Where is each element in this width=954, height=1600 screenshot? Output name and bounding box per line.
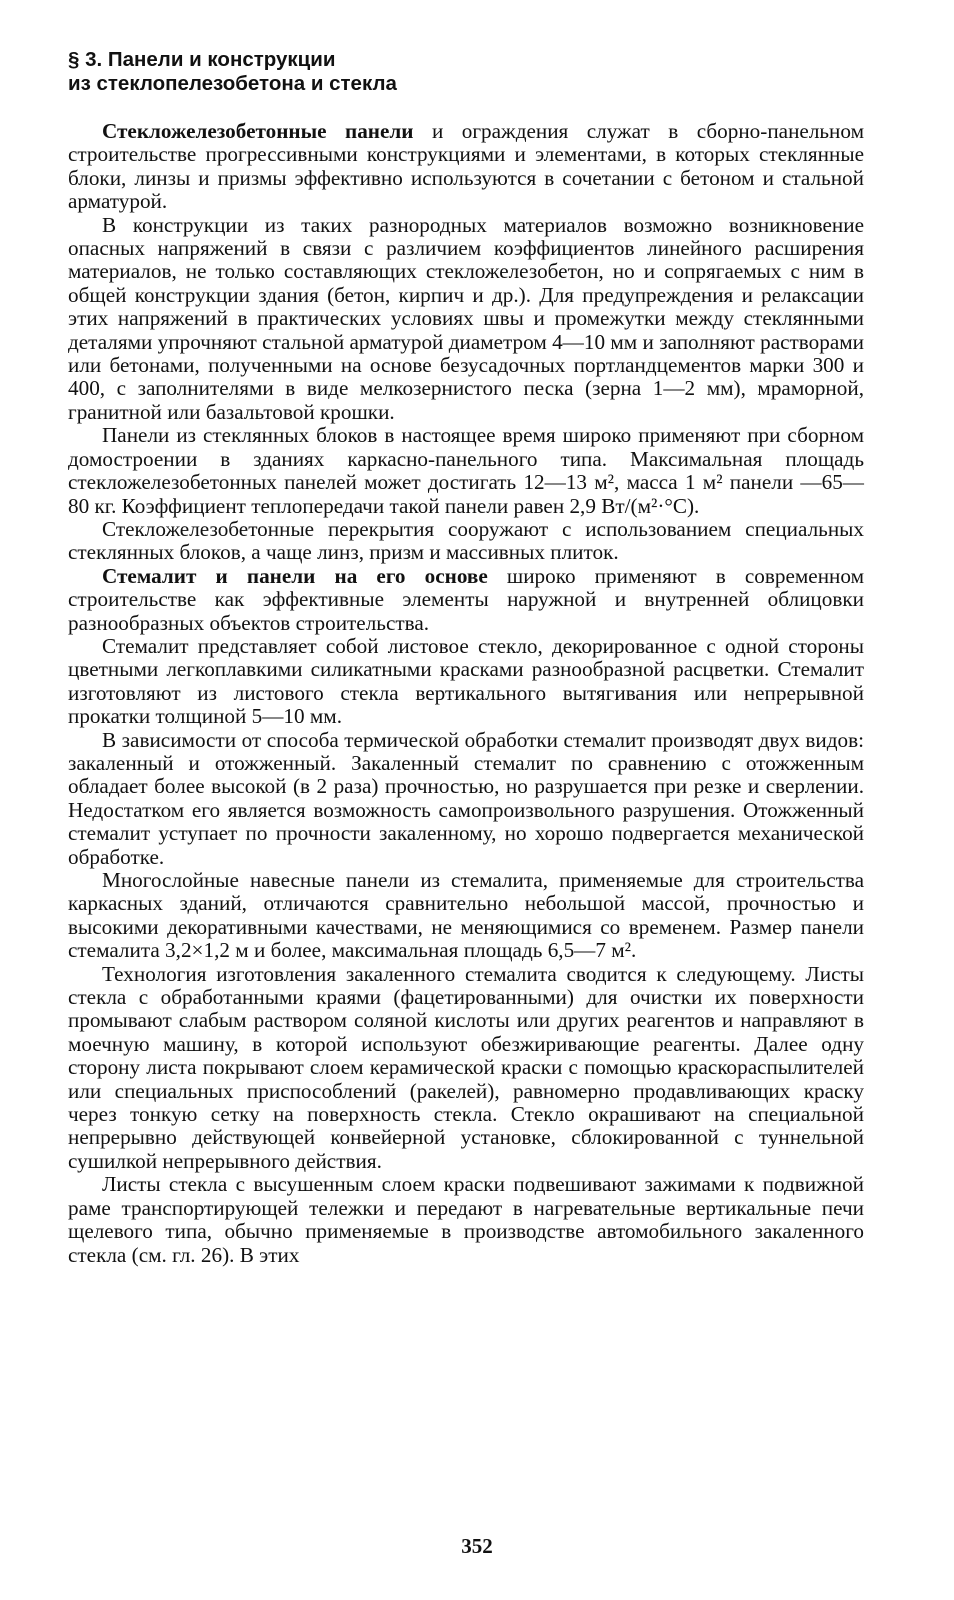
paragraph-stemalit-intro — [68, 565, 864, 635]
page-body — [68, 48, 864, 1267]
paragraph-text: Стемалит представляет собой листовое стекло, декорированное с одной стороны цветными легкоплавкими силикатными красками разнообразной расцветки. Стемалит изготовляют из листового стекла вертикального вытягивания или непрерывной прокатки толщиной 5—10 мм. — [68, 633, 864, 729]
page-number: 352 — [461, 1534, 493, 1558]
paragraph-floors — [68, 518, 864, 565]
paragraph-text: Стекложелезобетонные перекрытия сооружают с использованием специальных стеклянных блоков, а чаще линз, призм и массивных плиток. — [68, 516, 864, 565]
paragraph-lead: Стекложелезобетонные панели — [102, 119, 414, 143]
paragraph-text: Технология изготовления закаленного стемалита сводится к следующему. Листы стекла с обработанными краями (фацетированными) для очистки их поверхности промывают слабым раствором соляной кислоты или других реагентов и направляют в моечную машину, в которой используют обезжиривающие реагенты. Далее одну сторону листа покрывают слоем керамической краски с помощью краскораспылителей или специальных приспособлений (ракелей), равномерно продавливающих краску через тонкую сетку на поверхность стекла. Стекло окрашивают на специальной непрерывно действующей конвейерной установке, сблокированной с туннельной сушилкой непрерывного действия. — [68, 961, 864, 1173]
section-heading-line-1: § 3. Панели и конструкции — [68, 48, 336, 71]
paragraph-glass-concrete-panels — [68, 120, 864, 214]
paragraph-lead: Стемалит и панели на его основе — [102, 563, 488, 588]
paragraph-stresses — [68, 214, 864, 425]
paragraph-text: Листы стекла с высушенным слоем краски подвешивают зажимами к подвижной раме транспортирующей тележки и передают в нагревательные вертикальные печи щелевого типа, обычно применяемые в производстве автомобильного закаленного стекла (см. гл. 26). В этих — [68, 1172, 864, 1267]
paragraph-text: В зависимости от способа термической обработки стемалит производят двух видов: закаленный и отожженный. Закаленный стемалит по сравнению с отожженным обладает более высокой (в 2 раза) прочностью, но разрушается при резке и сверлении. Недостатком его является возможность самопроизвольного разрушения. Отожженный стемалит уступает по прочности закаленному, но хорошо подвергается механической обработке. — [68, 727, 864, 869]
paragraph-multilayer-panels — [68, 869, 864, 963]
paragraph-text: Панели из стеклянных блоков в настоящее время широко применяют при сборном домостроении в зданиях каркасно-панельного типа. Максимальная площадь стекложелезобетонных панелей может достигать 12—13 м², масса 1 м² панели —65—80 кг. Коэффициент теплопередачи такой панели равен 2,9 Вт/(м²·°С). — [68, 423, 864, 518]
paragraph-text: Многослойные навесные панели из стемалита, применяемые для строительства каркасных зданий, отличаются сравнительно небольшой массой, прочностью и высокими декоративными качествами, не меняющимися со временем. Размер панели стемалита 3,2×1,2 м и более, максимальная площадь 6,5—7 м². — [68, 868, 864, 963]
paragraph-stemalit-types — [68, 729, 864, 869]
section-heading — [68, 48, 864, 96]
paragraph-technology — [68, 963, 864, 1174]
paragraph-text: В конструкции из таких разнородных материалов возможно возникновение опасных напряжений в связи с различием коэффициентов линейного расширения материалов, не только составляющих стекложелезобетон, но и сопрягаемых с ним в общей конструкции здания (бетон, кирпич и др.). Для предупреждения и релаксации этих напряжений в практических условиях швы и промежутки между стеклянными деталями упрочняют стальной арматурой диаметром 4—10 мм и заполняют растворами или бетонами, полученными на основе безусадочных портландцементов марки 300 и 400, с заполнителями в виде мелкозернистого песка (зерна 1—2 мм), мраморной, гранитной или базальтовой крошки. — [68, 212, 864, 424]
paragraph-text: и ограждения служат в сборно-панельном строительстве прогрессивными конструкциями и элементами, в которых стеклянные блоки, линзы и призмы эффективно используются в сочетании с бетоном и стальной арматурой. — [68, 119, 864, 214]
paragraph-glass-block-panels — [68, 424, 864, 518]
paragraph-furnaces — [68, 1173, 864, 1267]
section-heading-line-2: из стеклопелезобетона и стекла — [68, 72, 397, 95]
paragraph-stemalit-definition — [68, 635, 864, 729]
paragraph-text: широко применяют в современном строительстве как эффективные элементы наружной и внутренней облицовки разнообразных объектов строительства. — [68, 563, 864, 635]
